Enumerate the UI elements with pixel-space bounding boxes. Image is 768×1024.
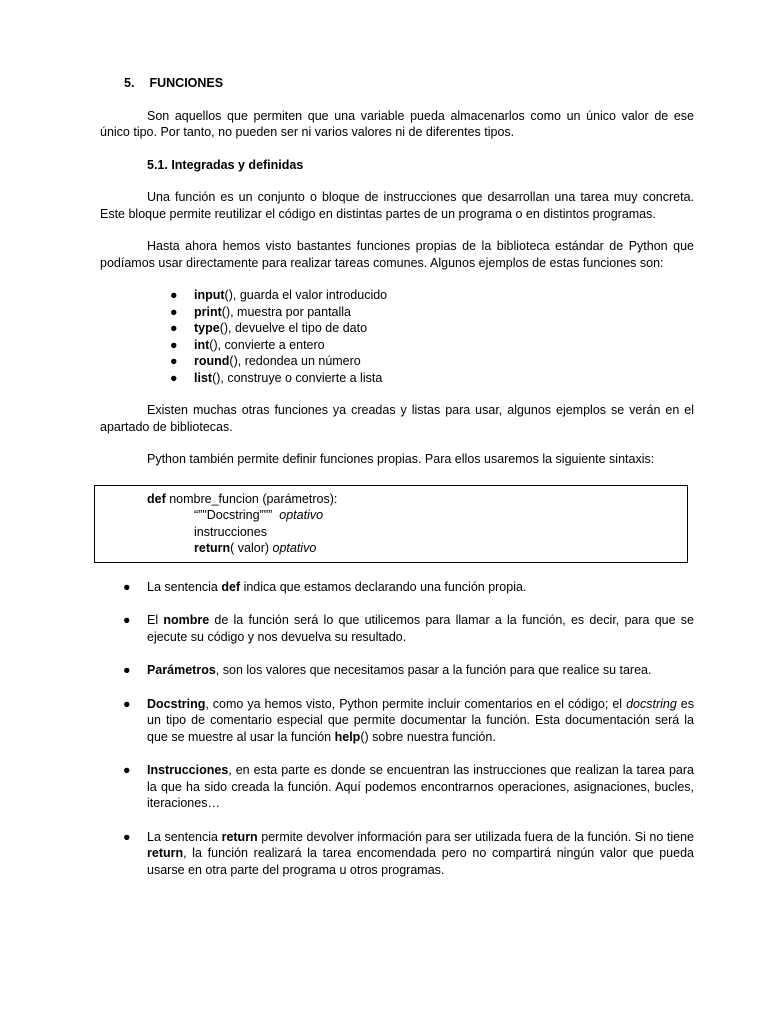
subsection-heading: 5.1. Integradas y definidas bbox=[147, 157, 304, 172]
point-text: , como ya hemos visto, Python permite incluir comentarios en el código; el bbox=[205, 696, 627, 711]
function-description: (), convierte a entero bbox=[209, 337, 325, 352]
point-text: es un tipo de comentario especial que permite documentar la función. Esta documentación será la que se muestre al usar la función bbox=[147, 696, 694, 744]
function-name: input bbox=[194, 288, 225, 302]
point-text: La sentencia bbox=[147, 579, 222, 594]
code-signature: nombre_funcion (parámetros): bbox=[165, 491, 338, 506]
point-keyword: def bbox=[221, 579, 241, 594]
point-text: La sentencia bbox=[147, 829, 222, 844]
bullet-icon: ● bbox=[170, 370, 178, 385]
list-item bbox=[170, 287, 694, 304]
function-name: int bbox=[194, 337, 210, 352]
point-keyword: Parámetros bbox=[147, 663, 216, 677]
point-keyword: Docstring bbox=[147, 696, 206, 711]
bullet-icon: ● bbox=[170, 304, 178, 319]
point-keyword: return bbox=[147, 846, 184, 860]
list-item-instrucciones bbox=[100, 762, 694, 812]
point-keyword: help bbox=[334, 729, 361, 744]
function-description: (), muestra por pantalla bbox=[221, 304, 352, 319]
document-content bbox=[100, 75, 694, 878]
point-text: permite devolver información para ser utilizada fuera de la función. Si no tiene bbox=[257, 829, 695, 844]
function-description: (), construye o convierte a lista bbox=[212, 370, 383, 385]
paragraph-definition: Una función es un conjunto o bloque de instrucciones que desarrollan una tarea muy concreta. Este bloque permite reutilizar el código en distintas partes de un programa o en distintos programas. bbox=[100, 190, 694, 221]
point-text: () sobre nuestra función. bbox=[360, 729, 496, 744]
list-item-def bbox=[100, 579, 694, 596]
builtin-function-list bbox=[100, 287, 694, 386]
section-heading bbox=[124, 75, 694, 92]
function-name: print bbox=[194, 304, 222, 319]
syntax-code-box bbox=[94, 485, 688, 563]
function-description: (), devuelve el tipo de dato bbox=[219, 321, 368, 335]
point-text: , son los valores que necesitamos pasar a la función para que realice su tarea. bbox=[215, 663, 652, 677]
point-keyword: return bbox=[221, 829, 258, 844]
list-item bbox=[170, 304, 694, 321]
code-line-docstring bbox=[95, 507, 687, 524]
syntax-explanation-list bbox=[100, 579, 694, 879]
intro-paragraph: Son aquellos que permiten que una variable pueda almacenarlos como un único valor de ese único tipo. Por tanto, no pueden ser ni varios valores ni de diferentes tipos. bbox=[100, 108, 694, 139]
bullet-icon: ● bbox=[123, 579, 131, 594]
list-item bbox=[170, 320, 694, 337]
list-item-return bbox=[100, 829, 694, 879]
code-line-return bbox=[95, 540, 687, 557]
optional-label: optativo bbox=[272, 541, 317, 555]
paragraph-builtin-functions: Hasta ahora hemos visto bastantes funciones propias de la biblioteca estándar de Python que podíamos usar directamente para realizar tareas comunes. Algunos ejemplos de estas funciones son: bbox=[100, 239, 694, 270]
bullet-icon: ● bbox=[123, 696, 131, 711]
point-text: de la función será lo que utilicemos para llamar a la función, es decir, para que se ejecute su código y nos devuelva su resultado. bbox=[147, 613, 694, 644]
optional-label: optativo bbox=[279, 508, 324, 522]
point-keyword: Instrucciones bbox=[147, 763, 229, 777]
point-italic: docstring bbox=[626, 696, 677, 711]
list-item-docstring bbox=[100, 696, 694, 746]
section-title: FUNCIONES bbox=[149, 76, 224, 90]
list-item-parametros bbox=[100, 662, 694, 679]
code-line-def bbox=[95, 491, 687, 508]
function-name: round bbox=[194, 354, 230, 368]
return-value: ( valor) bbox=[230, 541, 273, 555]
point-text: indica que estamos declarando una función propia. bbox=[240, 579, 527, 594]
function-description: (), guarda el valor introducido bbox=[224, 288, 388, 302]
return-keyword: return bbox=[194, 541, 231, 555]
bullet-icon: ● bbox=[123, 613, 131, 627]
bullet-icon: ● bbox=[123, 763, 131, 777]
point-text: El bbox=[147, 613, 164, 627]
list-item bbox=[170, 370, 694, 387]
point-keyword: nombre bbox=[163, 613, 210, 627]
paragraph-syntax-intro: Python también permite definir funciones propias. Para ellos usaremos la siguiente sintaxis: bbox=[147, 452, 655, 466]
def-keyword: def bbox=[147, 491, 166, 506]
function-name: type bbox=[194, 321, 220, 335]
bullet-icon: ● bbox=[170, 321, 178, 335]
list-item-nombre bbox=[100, 612, 694, 645]
bullet-icon: ● bbox=[123, 829, 131, 844]
paragraph-more-functions: Existen muchas otras funciones ya creadas y listas para usar, algunos ejemplos se verán en el apartado de bibliotecas. bbox=[100, 403, 694, 434]
function-name: list bbox=[194, 370, 213, 385]
bullet-icon: ● bbox=[170, 354, 178, 368]
bullet-icon: ● bbox=[123, 663, 131, 677]
list-item bbox=[170, 337, 694, 354]
point-text: , la función realizará la tarea encomendada pero no compartirá ningún valor que pueda usarse en otra parte del programa u otros programas. bbox=[147, 846, 694, 877]
point-text: , en esta parte es donde se encuentran las instrucciones que realizan la tarea para la que ha sido creada la función. Aquí podemos encontrarnos operaciones, asignaciones, bucles, iteraciones… bbox=[147, 763, 694, 810]
code-line-instructions: instrucciones bbox=[194, 524, 267, 539]
list-item bbox=[170, 353, 694, 370]
bullet-icon: ● bbox=[170, 337, 178, 352]
code-docstring: “”"Docstring”"” bbox=[194, 508, 280, 522]
function-description: (), redondea un número bbox=[229, 354, 361, 368]
bullet-icon: ● bbox=[170, 288, 178, 302]
section-number: 5. bbox=[124, 76, 135, 90]
